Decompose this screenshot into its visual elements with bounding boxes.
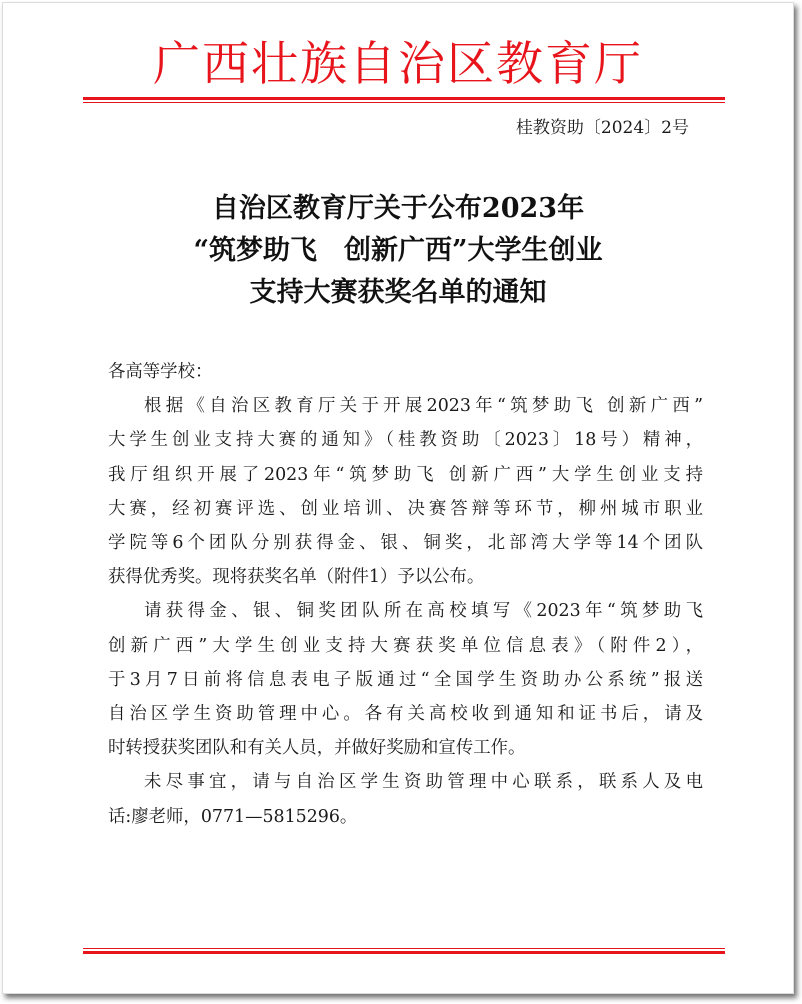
paragraph-2: [108, 594, 703, 765]
paragraph-line: 创新广西”大学生创业支持大赛获奖单位信息表》（附件2），: [108, 635, 703, 656]
red-header-rule-thin: [83, 102, 725, 103]
paragraph-line: 话:廖老师，0771—5815296。: [108, 806, 358, 827]
red-footer-rule-thin: [83, 948, 725, 949]
paragraph-1: [108, 389, 703, 594]
paragraph-line: 未尽事宜，请与自治区学生资助管理中心联系，联系人及电: [144, 772, 703, 793]
paragraph-line: 学院等6个团队分别获得金、银、铜奖，北部湾大学等14个团队: [108, 533, 703, 554]
paragraph-line: 根据《自治区教育厅关于开展2023年“筑梦助飞 创新广西”: [144, 396, 703, 417]
salutation: 各高等学校：: [108, 362, 213, 382]
paragraph-line: 请获得金、银、铜奖团队所在高校填写《2023年“筑梦助飞: [144, 601, 703, 622]
paragraph-line: 于3月7日前将信息表电子版通过“全国学生资助办公系统”报送: [108, 669, 703, 690]
issuing-authority-heading: 广西壮族自治区教育厅: [153, 37, 643, 92]
red-footer-rule-thick: [83, 951, 725, 954]
paragraph-line: 时转授获奖团队和有关人员，并做好奖励和宣传工作。: [108, 738, 526, 759]
document-page: [2, 2, 794, 994]
document-number: 桂教资助〔2024〕2号: [515, 118, 689, 138]
notice-title-line: “筑梦助飞 创新广西”大学生创业: [193, 235, 603, 266]
notice-body: [108, 355, 703, 834]
red-header-rule-thick: [83, 97, 725, 100]
paragraph-line: 大学生创业支持大赛的通知》（桂教资助〔2023〕18号）精神，: [108, 430, 703, 451]
paragraph-line: 我厅组织开展了2023年“筑梦助飞 创新广西”大学生创业支持: [108, 464, 703, 485]
paragraph-line: 大赛，经初赛评选、创业培训、决赛答辩等环节，柳州城市职业: [108, 498, 703, 519]
notice-title-line: 自治区教育厅关于公布2023年: [211, 193, 585, 224]
paragraph-line: 获得优秀奖。现将获奖名单（附件1）予以公布。: [108, 567, 485, 588]
paragraph-3: [108, 765, 703, 833]
notice-title-line: 支持大赛获奖名单的通知: [249, 277, 547, 308]
notice-title: [3, 188, 793, 314]
paragraph-line: 自治区学生资助管理中心。各有关高校收到通知和证书后，请及: [108, 704, 703, 725]
